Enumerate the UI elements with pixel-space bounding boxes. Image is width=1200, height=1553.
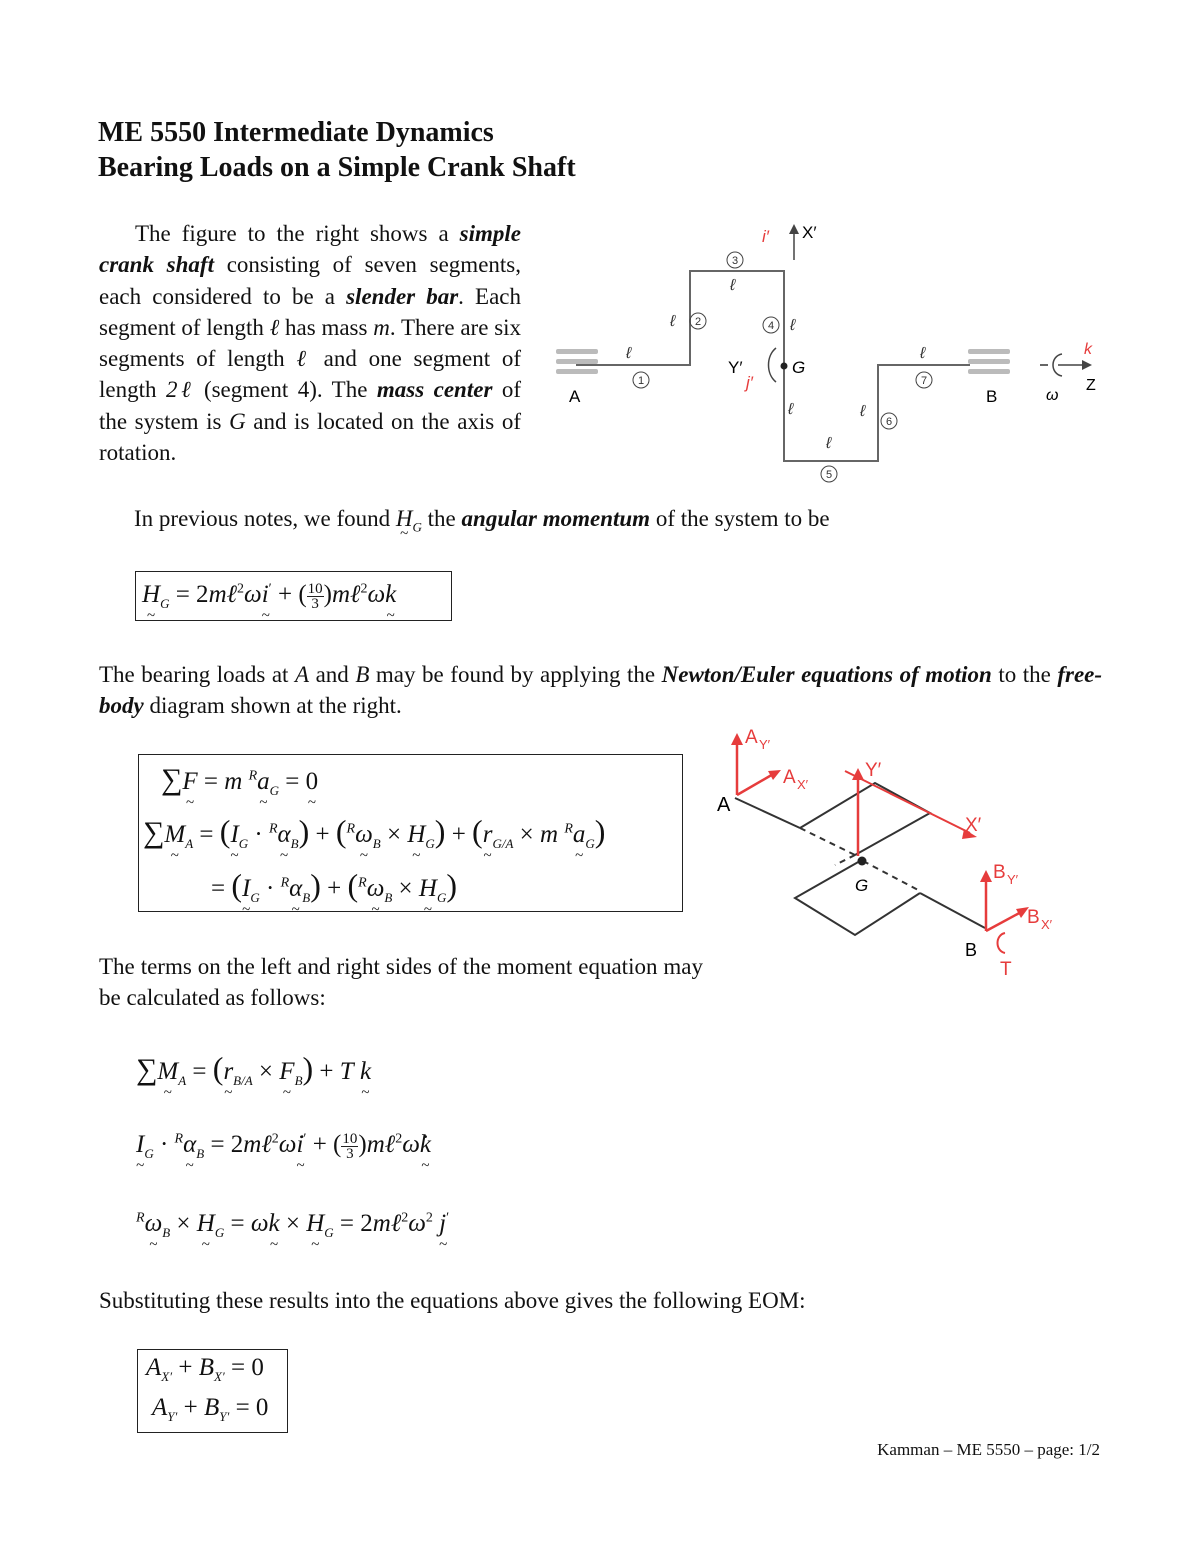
intro-text: and is located on the axis of rotation. — [99, 408, 521, 466]
eom-x-equation: $A_{X'} + B_{X'} = 0$ — [146, 1354, 264, 1384]
prev-text: In previous notes, we found — [134, 506, 391, 531]
ell-label-1: ℓ — [626, 345, 632, 362]
label-Bx-sub: X′ — [1041, 917, 1053, 932]
force-equation: ∑F ~ = m $^R$a $\sim_G = 0$ ~ — [161, 763, 318, 799]
label-X-axis: X′ — [965, 815, 982, 836]
label-Z-axis: Z — [1086, 377, 1096, 394]
angular-momentum-equation: H $\sim_G$ = 2mℓ$^2$ωi ~′ + ( $\frac{10}{3}$ )mℓ$^2$ωk ~ — [142, 581, 396, 612]
symbol-H: H ~ — [396, 503, 413, 534]
mass-center-dot — [858, 857, 867, 866]
term-mass-center: mass center — [376, 377, 493, 403]
ell-label-6: ℓ — [860, 403, 866, 420]
label-Ax: A — [783, 767, 796, 788]
segment-7-label: 7 — [920, 375, 928, 387]
label-omega: ω — [1046, 387, 1059, 404]
term-free-body: free-body — [99, 662, 1103, 719]
segment-5-label: 5 — [825, 469, 833, 481]
intro-text: . Each segment of length — [99, 283, 521, 340]
inertia-alpha-equation: I $\sim_G \cdot ^R\alpha$ $\sim_B$ = 2mℓ$^2$ω̇i ~′ + ( $\frac{10}{3}$ )mℓ$^2$ω̇k ~ — [136, 1131, 431, 1162]
segment-1-label: 1 — [637, 375, 645, 387]
symbol-B: B — [355, 662, 370, 687]
intro-text: of the system is — [99, 377, 522, 434]
moment-equation-line1: ∑M $\sim_A = (I$ $\sim_G \cdot ^R\alpha$ $\sim_B) + (^R\omega$ $\sim_B \times H$ $\sim_G) + (r$ $\sim_{G/A} \times m$ $^R$a $\sim_G$) — [143, 813, 605, 852]
sum-moments-equation: ∑M $\sim_A = (r$ $\sim_{B/A} \times F$ $\sim_B) + T$ k ~ — [136, 1050, 371, 1089]
intro-text: and one segment of length — [99, 346, 522, 403]
previous-notes-line — [134, 503, 830, 543]
term-simple-crank-shaft: simple crank shaft — [99, 221, 522, 278]
newton-euler-equations-box — [138, 754, 683, 912]
omega-cross-h-equation: $^R$ω $\sim_B \times H$ $\sim_G = \omega k$ ~ × H $\sim_G$ = $2m\ell^2\omega^2$ j ~′ — [136, 1210, 449, 1241]
label-B: B — [986, 387, 998, 406]
label-k-unit: k — [1084, 341, 1092, 358]
page-title-line1: ME 5550 Intermediate Dynamics — [98, 117, 494, 148]
ell-label-7: ℓ — [920, 345, 926, 362]
substitution-paragraph: Substituting these results into the equations above gives the following EOM: — [99, 1288, 806, 1313]
label-T: T — [1000, 959, 1012, 980]
symbol-G: G — [229, 408, 246, 434]
ell-label-2: ℓ — [670, 313, 676, 330]
label-i-unit: i′ — [762, 227, 769, 246]
label-Y-axis: Y′ — [865, 760, 882, 781]
label-j-unit: j′ — [746, 373, 753, 392]
label-By-sub: Y′ — [1007, 872, 1019, 887]
page-title-line2: Bearing Loads on a Simple Crank Shaft — [98, 152, 576, 183]
label-A: A — [717, 794, 731, 816]
bearing-text: to the — [998, 662, 1051, 687]
label-Bx: B — [1027, 907, 1040, 928]
intro-text: (segment 4). The — [203, 377, 368, 403]
symbol-2ell: 2ℓ — [165, 377, 195, 403]
label-Ay-sub: Y′ — [759, 737, 771, 752]
intro-text: . There are six segments of length — [99, 314, 522, 372]
bearing-text: diagram shown at the right. — [149, 693, 402, 719]
segment-2-label: 2 — [694, 316, 702, 328]
mass-center-dot — [781, 363, 788, 370]
y-rotation-icon — [769, 348, 777, 382]
eom-box — [137, 1349, 288, 1433]
bearing-text: The bearing loads at — [99, 662, 289, 687]
symbol-m: m — [373, 314, 390, 340]
label-A: A — [569, 387, 581, 406]
term-newton-euler: Newton/Euler equations of motion — [661, 662, 992, 687]
label-Ay: A — [745, 727, 758, 748]
label-X-axis: X′ — [802, 223, 817, 242]
symbol-ell: ℓ — [269, 314, 280, 340]
moment-paragraph: The terms on the left and right sides of the moment equation may be calculated as follows: — [99, 954, 703, 1011]
ell-label-5: ℓ — [826, 435, 832, 452]
ell-label-4: ℓ — [790, 317, 796, 334]
moment-equation-line2: = (I $\sim_G \cdot ^R\alpha$ $\sim_B) + (^R\omega$ $\sim_B \times H$ $\sim_G$) — [211, 867, 457, 906]
intro-text: has mass — [285, 314, 368, 340]
term-slender-bar: slender bar — [346, 283, 459, 309]
label-Y-axis: Y′ — [728, 358, 743, 377]
bearing-A-icon — [556, 349, 598, 374]
intro-text: The figure to the right shows a — [135, 221, 449, 246]
crank-shaft-outline — [576, 271, 970, 461]
eom-y-equation: $A_{Y'} + B_{Y'} = 0$ — [152, 1394, 269, 1424]
page-footer: Kamman – ME 5550 – page: 1/2 — [877, 1440, 1100, 1459]
label-By: B — [993, 862, 1006, 883]
free-body-diagram — [705, 713, 1085, 993]
intro-text: consisting of seven segments, each considered to be a — [99, 252, 521, 309]
angular-momentum-equation-box — [135, 571, 452, 621]
ell-label-4b: ℓ — [788, 401, 794, 418]
segment-3-label: 3 — [731, 255, 739, 267]
term-angular-momentum: angular momentum — [461, 506, 651, 531]
prev-text: the — [427, 506, 456, 531]
bearing-text: and — [315, 662, 349, 687]
crank-shaft-figure — [540, 218, 1110, 490]
ell-label-3: ℓ — [730, 277, 736, 294]
symbol-ell: ℓ — [296, 346, 312, 372]
bearing-text: may be found by applying the — [375, 662, 656, 687]
label-G: G — [792, 358, 806, 377]
label-Ax-sub: X′ — [797, 777, 809, 792]
bearing-B-icon — [968, 349, 1010, 374]
segment-6-label: 6 — [885, 416, 893, 428]
prev-text: of the system to be — [655, 506, 830, 531]
symbol-G-sub: G — [412, 519, 422, 535]
symbol-A: A — [294, 662, 310, 687]
label-G: G — [855, 876, 869, 895]
segment-4-label: 4 — [767, 320, 775, 332]
intro-paragraph — [99, 218, 521, 468]
label-B: B — [965, 940, 978, 960]
